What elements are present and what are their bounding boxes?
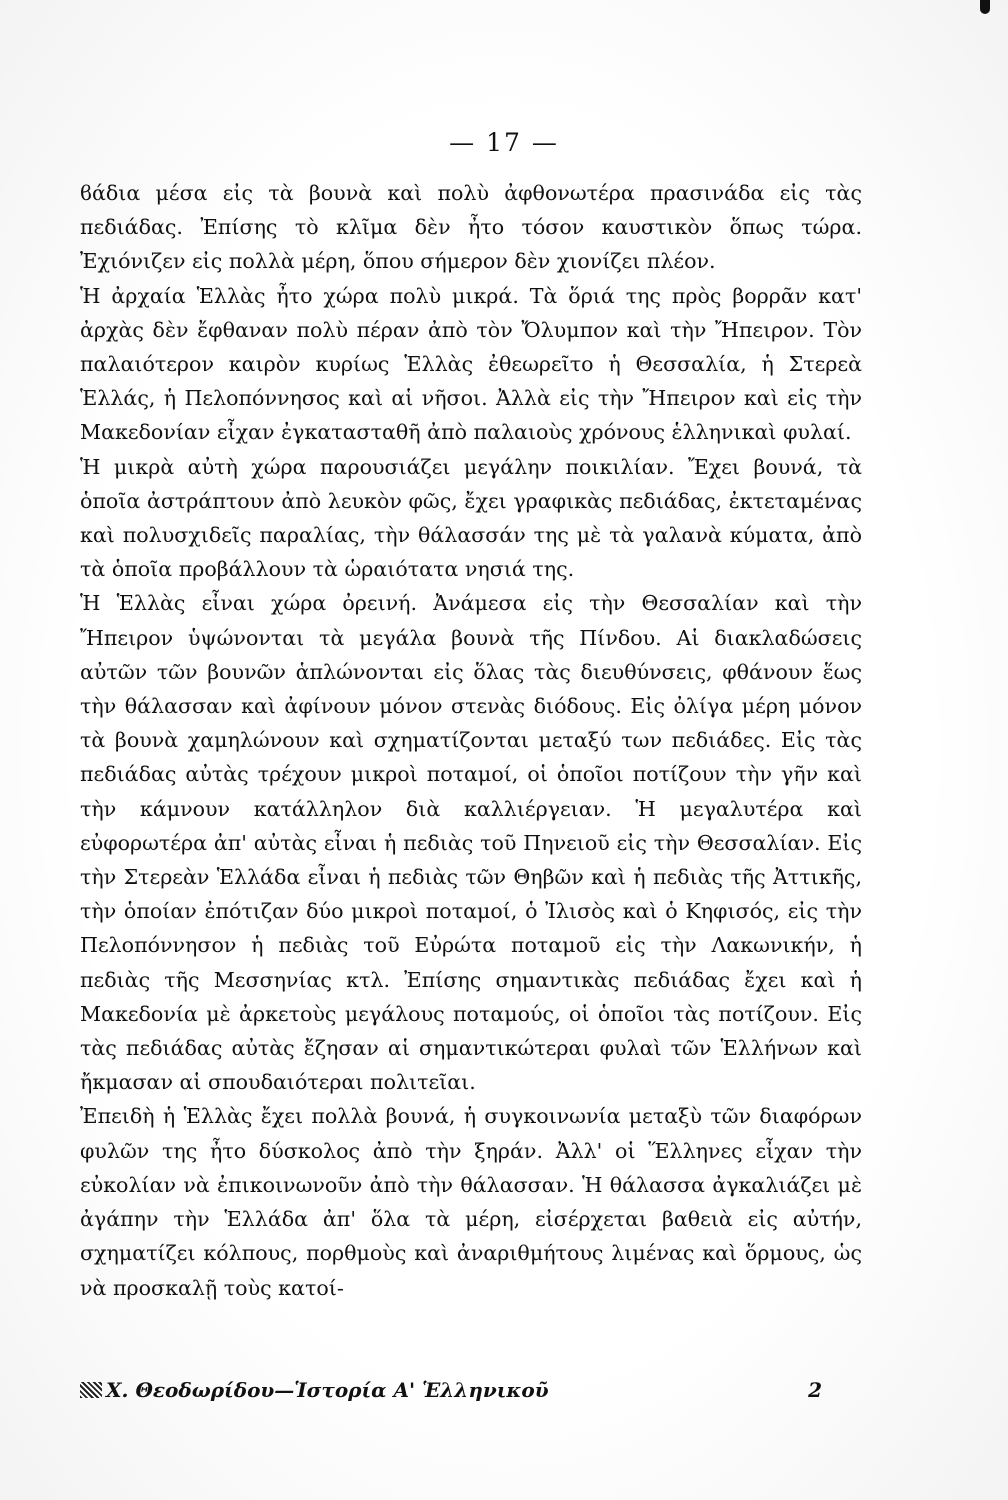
paragraph-1: ϐάδια μέσα εἰς τὰ βουνὰ καὶ πολὺ ἀφθονωτέρα πρασινάδα εἰς τὰς πεδιάδας. Ἐπίσης τὸ κλῖμα δὲν ἦτο τόσον καυστικὸν ὅπως τώρα. Ἐχιόνιζεν εἰς πολλὰ μέρη, ὅπου σήμερον δὲν χιονίζει πλέον.: [80, 181, 862, 274]
page-footer: [80, 1378, 862, 1406]
paragraph-4: Ἡ Ἑλλὰς εἶναι χώρα ὀρεινή. Ἀνάμεσα εἰς τὴν Θεσσαλίαν καὶ τὴν Ἤπειρον ὑψώνονται τὰ μεγάλα βουνὰ τῆς Πίνδου. Αἱ διακλαδώσεις αὐτῶν τῶν βουνῶν ἁπλώνονται εἰς ὅλας τὰς διευθύνσεις, φθάνουν ἕως τὴν θάλασσαν καὶ ἀφίνουν μόνον στενὰς διόδους. Εἰς ὀλίγα μέρη μόνον τὰ βουνὰ χαμηλώνουν καὶ σχηματίζονται μεταξύ των πεδιάδες. Εἰς τὰς πεδιάδας αὐτὰς τρέχουν μικροὶ ποταμοί, οἱ ὁποῖοι ποτίζουν τὴν γῆν καὶ τὴν κάμνουν κατάλληλον διὰ καλλιέργειαν. Ἡ μεγαλυτέρα καὶ εὐφορωτέρα ἀπ' αὐτὰς εἶναι ἡ πεδιὰς τοῦ Πηνειοῦ εἰς τὴν Θεσσαλίαν. Εἰς τὴν Στερεὰν Ἑλλάδα εἶναι ἡ πεδιὰς τῶν Θηβῶν καὶ ἡ πεδιὰς τῆς Ἀττικῆς, τὴν ὁποίαν ἐπότιζαν δύο μικροὶ ποταμοί, ὁ Ἰλισὸς καὶ ὁ Κηφισός, εἰς τὴν Πελοπόννησον ἡ πεδιὰς τοῦ Εὐρώτα ποταμοῦ εἰς τὴν Λακωνικήν, ἡ πεδιὰς τῆς Μεσσηνίας κτλ. Ἐπίσης σημαντικὰς πεδιάδας ἔχει καὶ ἡ Μακεδονία μὲ ἀρκετοὺς μεγάλους ποταμούς, οἱ ὁποῖοι τὰς ποτίζουν. Εἰς τὰς πεδιάδας αὐτὰς ἔζησαν αἱ σημαντικώτεραι φυλαὶ τῶν Ἑλλήνων καὶ ἤκμασαν αἱ σπουδαιότεραι πολιτεῖαι.: [80, 591, 862, 1095]
paragraph-5: Ἐπειδὴ ἡ Ἑλλὰς ἔχει πολλὰ βουνά, ἡ συγκοινωνία μεταξὺ τῶν διαφόρων φυλῶν της ἦτο δύσκολος ἀπὸ τὴν ξηράν. Ἀλλ' οἱ Ἕλληνες εἶχαν τὴν εὐκολίαν νὰ ἐπικοινωνοῦν ἀπὸ τὴν θάλασσαν. Ἡ θάλασσα ἀγκαλιάζει μὲ ἀγάπην τὴν Ἑλλάδα ἀπ' ὅλα τὰ μέρη, εἰσέρχεται βαθειὰ εἰς αὐτήν, σχηματίζει κόλπους, πορθμοὺς καὶ ἀναριθμήτους λιμένας καὶ ὅρμους, ὡς νὰ προσκαλῇ τοὺς κατοί-: [80, 1104, 862, 1300]
page-body: [80, 176, 862, 1305]
corner-ink-mark: [980, 0, 990, 14]
footer-signature-line: [80, 1378, 549, 1402]
footer-title: Χ. Θεοδωρίδου—Ἱστορία Α' Ἑλληνικοῦ: [106, 1378, 549, 1402]
paragraph-2: Ἡ ἀρχαία Ἑλλὰς ἦτο χώρα πολὺ μικρά. Τὰ ὅριά της πρὸς βορρᾶν κατ' ἀρχὰς δὲν ἔφθαναν πολὺ πέραν ἀπὸ τὸν Ὄλυμπον καὶ τὴν Ἤπειρον. Τὸν παλαιότερον καιρὸν κυρίως Ἑλλὰς ἐθεωρεῖτο ἡ Θεσσαλία, ἡ Στερεὰ Ἑλλάς, ἡ Πελοπόννησος καὶ αἱ νῆσοι. Ἀλλὰ εἰς τὴν Ἤπειρον καὶ εἰς τὴν Μακεδονίαν εἶχαν ἐγκατασταθῆ ἀπὸ παλαιοὺς χρόνους ἑλληνικαὶ φυλαί.: [80, 283, 862, 445]
paragraph-3: Ἡ μικρὰ αὐτὴ χώρα παρουσιάζει μεγάλην ποικιλίαν. Ἔχει βουνά, τὰ ὁποῖα ἀστράπτουν ἀπὸ λευκὸν φῶς, ἔχει γραφικὰς πεδιάδας, ἐκτεταμένας καὶ πολυσχιδεῖς παραλίας, τὴν θάλασσάν της μὲ τὰ γαλανὰ κύματα, ἀπὸ τὰ ὁποῖα προβάλλουν τὰ ὡραιότατα νησιά της.: [80, 454, 862, 582]
printer-ornament-icon: [80, 1382, 102, 1398]
signature-mark: 2: [808, 1378, 822, 1402]
page-number: — 17 —: [449, 128, 559, 157]
